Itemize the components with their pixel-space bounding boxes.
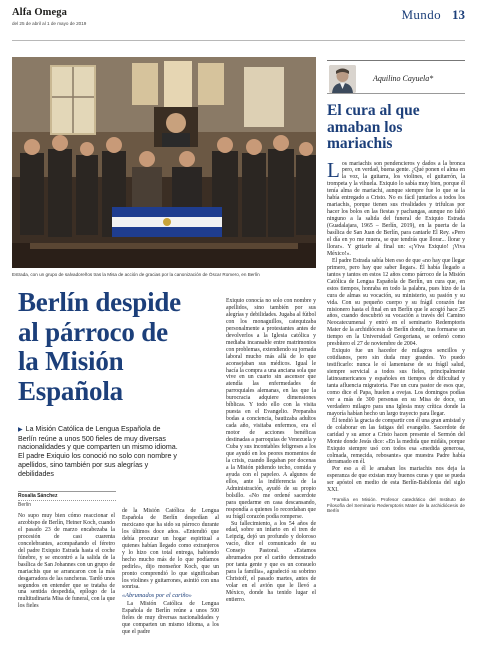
publication-brand: Alfa Omega	[12, 7, 67, 18]
opinion-sidebar	[327, 60, 465, 514]
dateline-place: Berlín	[18, 500, 116, 508]
article-lead	[18, 425, 178, 478]
author-name: Rosalía Sánchez	[18, 493, 58, 499]
lead-text: La Misión Católica de Lengua Española de Berlín reúne a unos 500 fieles de muy diversas nacionalidades y que comparten un mismo idioma. El padre Exiquio los conoció no solo con nombre y apellidos, sino también por sus alegrías y debilidades	[18, 425, 178, 478]
opinion-title: El cura al que amaban los mariachis	[327, 102, 420, 152]
columnist-header	[327, 60, 465, 93]
columnist-avatar	[329, 65, 356, 93]
triangle-bullet-icon: ▶	[18, 427, 23, 433]
paragraph: Exiquio conocía no solo con nombre y apellidos, sino también por sus alegrías y debilidades. Jugaba al fútbol con los monaguillos, catequizaba personalmente a protestantes antes de devolverlos a la Iglesia católica y mediaba incansable entre matrimonios con problemas, extendiendo su jornada laboral mucho más allá de lo que aconsejaban sus médicos. Igual le hacía la compra a una anciana sola que vive en un cuarto sin ascensor que atendía las enfermedades de parroquiales alemanas, en las que la burocracia adquiere dimensiones bíblicas. Y todo ello con la visita puesta en el Evangelio. Preparaba bodas a conciencia, bautizaba adultos cada año, visitaba enfermos, era el motor de acciones benéficas destinadas a parroquias de Venezuela y Cuba y sus incontables feligreses a los que ayudó en los peores momentos de la crisis, cuando llegaban por docenas a la Misión pidiendo techo, comida y ayuda con el papeleo. A algunos de ellos, ante la indiferencia de la Administración, ayudó de su propio bolsillo. «No me ordené sacerdote para quedarme en casa descansando, respondía a quienes lo recordaban que su frágil corazón podía romperse.	[226, 298, 316, 520]
paragraph: Por eso a él le amaban los mariachis nos deja la esperanza de que existan muy buenos curas y que se pueda ser apóstol en medio de esta Berlín-Babilonia del siglo XXI.	[327, 466, 465, 494]
article-column-1	[18, 513, 115, 610]
section-subhead: «Abrumados por el cariño»	[122, 592, 192, 600]
paragraph: Exiquio fue un hacedor de milagros sencillos y cotidianos, pero sin duda muy grandes. Yo puedo testificarlo: nunca le oí lamentarse de su frágil salud, siempre servicial a todos sus fieles, principalmente latinoamericanos y españoles en tiempos de dificultad y tanta afluencia migratoria. Fue un cura pastor de esos que, como dice el Papa, huelen a ovejas. Los domingos podías ver a más de 300 personas en su Misa de doce, un verdadero milagro para una Iglesia muy crítica donde la mayoría habían hecho un largo trayecto para llegar.	[327, 348, 465, 417]
paragraph-text: os mariachis son pendencieros y dados a la bronca pero, en verdad, buena gente. ¿Qué ponen el alma en la voz, la guitarra, los violines, el guitarrón, la trompeta y la vihuela. Exiquio lo sabía muy bien, porque él tenía alma de mariachi, aunque siempre fue lo que se la había entregado a Cristo. No es fácil juntarlos a todos los mariachis, porque tienen sus rivalidades y trifulcas por hacer los bolos en las fiestas y pachangas, aunque no faltó ninguno a la salida del funeral de Exiquio Estrada (Guadalajara, 1965 – Berlín, 2019), en la puerta de la basílica de San Juan de Berlín, para cantarle El Rey. «Pero el día en yo me muera, se que tendrás que llorar... llorar y llorar». Y gritarle al final un: «¡Viva Exiquio! ¡Viva México!».	[327, 160, 465, 257]
paragraph: Su fallecimiento, a los 54 años de edad, sobre un infarto en el tren de Leipzig, dejó un profundo y doloroso vacío, dice el comunicado de su Consejo Pastoral. «Estamos abrumados por el cariño demostrado por tanta gente y que es un consuelo para la familia», agradeció su sobrino Christoff, el pasado martes, antes de volar en el avión que le llevó a México, donde ha tenido lugar el entierro.	[226, 520, 316, 603]
paragraph: El padre Estrada sabía bien eso de que «no hay que llegar primero, pero hay que saber llegar». Él había llegado a tantos y tantos en estos 12 años como párroco de la Misión Católica de Lengua Española de Berlín, un cura que, en estos tiempos, honraba en todo la palabra, pues hizo de la cura de almas su vocación, su ministerio, su pasión y su vida. Con su pequeño cuerpo y su frágil corazón fue misionero hasta el final en un Berlín que le acogió hace 25 años, cuando descubrió su vocación a través del Camino Neocatecumenal y entró en el seminario Redemptoris Mater de la archidiócesis de Berlín donde, tras formarse un tiempo en la Universidad Gregoriana, se ordenó como presbítero el 27 de noviembre de 2004.	[327, 257, 465, 348]
article-headline: Berlín despide al párroco de la Misión Española	[18, 287, 181, 406]
page-header	[12, 5, 465, 41]
paragraph	[327, 157, 465, 258]
portrait-icon	[329, 65, 356, 93]
author-note: *Familia en Misión. Profesor catedrático del Instituto de Filosofía del Seminario Redemptoris Mater de la archidiócesis de Berlín	[327, 497, 465, 514]
columnist-name: Aquilino Cayuela*	[373, 74, 434, 83]
group-photo-illustration	[12, 57, 316, 268]
article-column-3	[226, 298, 316, 604]
byline	[18, 491, 116, 508]
divider	[327, 93, 465, 94]
paragraph: No supo muy bien cómo reaccionar el arzobispo de Berlín, Heiner Koch, cuando el pasado 23 de marzo encabezaba la procesión de casi cuarenta concelebrantes, acompañando el féretro del padre Exiquio Estrada hasta el coche fúnebre, y se encontró a la salida de la basílica de San Johannes con un grupo de mariachis que se arrancaron con la más desgarradora de las rancheras. Tardó unos segundos en entender que se trataba de una sentida despedida, epílogo de la multitudinaria Misa de funeral, con la que los fieles	[18, 513, 115, 610]
photo-caption: Estrada, con un grupo de salvadoreños tras la Misa de acción de gracias por la canonización de Óscar Romero, en Berlín	[12, 272, 260, 277]
paragraph: Él tendió la gracia de compartir con él una gran amistad y de colaborar en las fatigas del evangelio. Sacerdote de caridad y su amor a Cristo hacen presente el Sermón del Monte donde Jesús dice: «En la medida que midáis, porque Exiquio siempre usó con todos esa «medida generosa, colmada, remecida, rebosante» que muestra Padre había derramado en él.	[327, 417, 465, 466]
paragraph: La Misión Católica de Lengua Española de Berlín reúne a unos 500 fieles de muy diversas nacionalidades y que comparten un mismo idioma, a los que el padre	[122, 601, 219, 636]
issue-date: del 25 de abril al 1 de mayo de 2019	[12, 21, 87, 26]
page-number: 13	[452, 7, 465, 22]
paragraph: de la Misión Católica de Lengua Española de Berlín despedían al mexicano que ha sido su párroco durante los últimos doce años. «Entendió que debía procurar un hogar espiritual a quienes habían llegado como extranjeros y lo hizo con total entrega, habiendo hecho mucho más de lo que podíamos pedirle», dijo monseñor Koch, que un pronto comprendió lo que significaban los violines y guitarrones, asintió con una sonrisa.	[122, 508, 219, 591]
drop-cap: L	[327, 157, 340, 182]
article-column-2	[122, 508, 219, 636]
opinion-body	[327, 157, 465, 515]
main-photo	[12, 57, 316, 268]
section-title: Mundo	[401, 7, 441, 22]
